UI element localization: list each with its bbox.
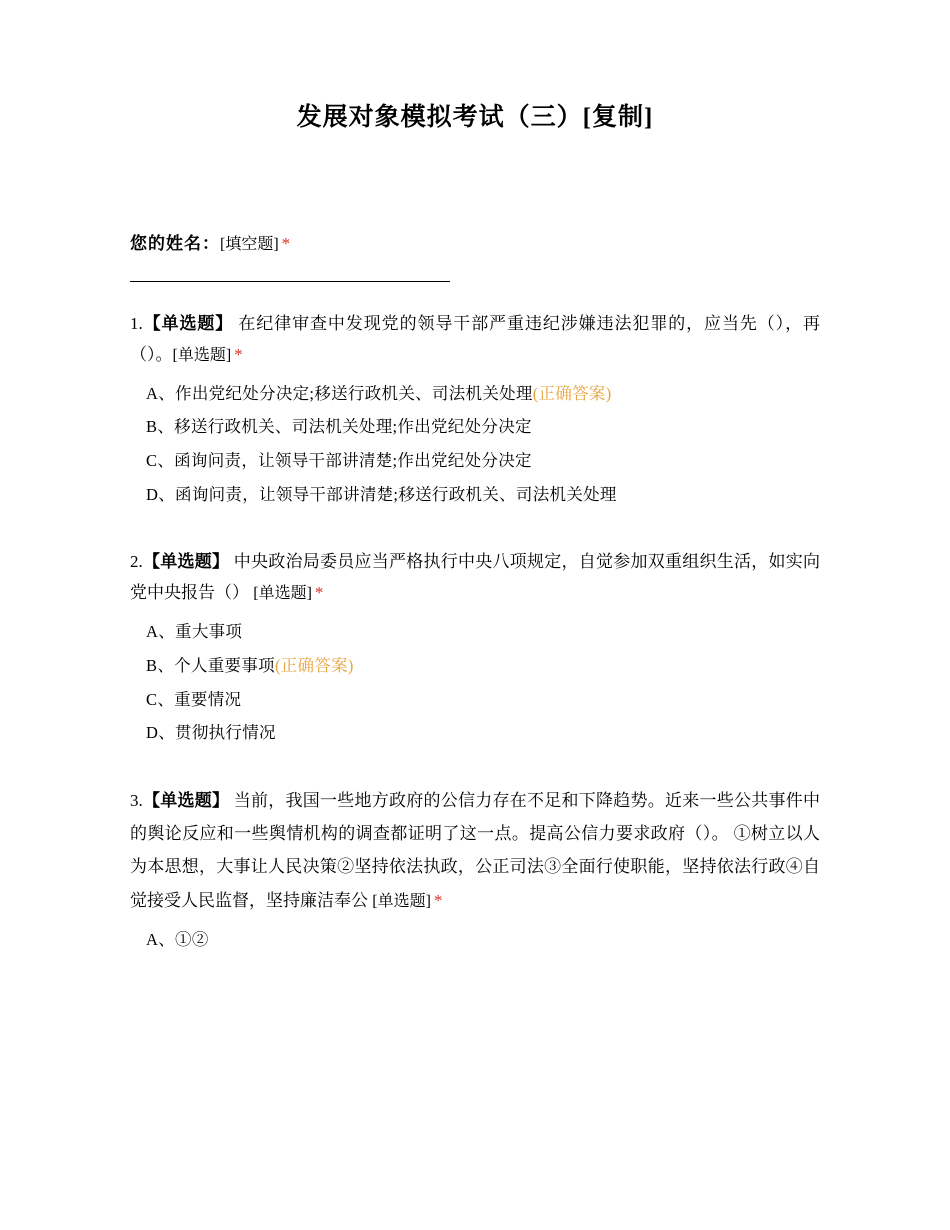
question-1-type-prefix: 【单选题】 — [142, 313, 234, 333]
question-1-body: 在纪律审查中发现党的领导干部严重违纪涉嫌违法犯罪的，应当先（），再（）。 — [130, 313, 821, 365]
question-3-body: 当前，我国一些地方政府的公信力存在不足和下降趋势。近来一些公共事件中的舆论反应和一些舆情机构的调查都证明了这一点。提高公信力要求政府（）。 ①树立以人为本思想，大事让人民决策②坚持依法执政，公正司法③全面行使职能，坚持依法行政④自觉接受人民监督，坚持廉洁奉公 — [130, 791, 820, 910]
question-3-type-prefix: 【单选题】 — [142, 791, 230, 811]
question-2-type-tag: [单选题] — [253, 585, 312, 603]
option-2d-letter: D — [146, 723, 159, 743]
option-1c[interactable]: C、函询问责，让领导干部讲清楚;作出党纪处分决定 — [146, 451, 532, 471]
option-2b-correct-tag: (正确答案) — [274, 655, 354, 675]
question-1-number: 1. — [130, 313, 143, 333]
question-2-type-prefix: 【单选题】 — [142, 551, 230, 571]
option-3a[interactable]: A、①② — [146, 929, 209, 949]
option-2c-text: 重要情况 — [174, 689, 242, 709]
option-1a[interactable]: A、作出党纪处分决定;移送行政机关、司法机关处理(正确答案) — [146, 383, 612, 403]
option-1c-text: 函询问责，让领导干部讲清楚;作出党纪处分决定 — [174, 451, 532, 471]
option-3a-letter: A — [146, 929, 159, 949]
option-2a-letter: A — [146, 621, 159, 641]
option-2b-letter: B — [146, 655, 158, 675]
title-copy-tag: [复制] — [582, 104, 654, 131]
option-1a-text: 作出党纪处分决定;移送行政机关、司法机关处理 — [175, 383, 533, 403]
option-2b-text: 个人重要事项 — [174, 655, 275, 675]
option-3a-text: ①② — [175, 929, 209, 949]
question-1 — [130, 308, 820, 512]
option-1d-letter: D — [146, 485, 159, 505]
question-2-body: 中央政治局委员应当严格执行中央八项规定，自觉参加双重组织生活，如实向党中央报告（） — [130, 551, 820, 603]
option-1d[interactable]: D、函询问责，让领导干部讲清楚;移送行政机关、司法机关处理 — [146, 485, 617, 505]
option-1b-letter: B — [146, 417, 158, 437]
question-1-text — [130, 308, 820, 371]
question-2-text — [130, 546, 820, 609]
page-title — [130, 0, 820, 135]
question-2-number: 2. — [130, 551, 143, 571]
title-text: 发展对象模拟考试（三） — [296, 104, 583, 131]
question-2-options — [130, 615, 820, 750]
option-2d-text: 贯彻执行情况 — [175, 723, 276, 743]
question-3 — [130, 784, 820, 956]
option-1a-letter: A — [146, 383, 159, 403]
option-1b-text: 移送行政机关、司法机关处理;作出党纪处分决定 — [174, 417, 532, 437]
option-2c[interactable]: C、重要情况 — [146, 689, 242, 709]
option-1d-text: 函询问责，让领导干部讲清楚;移送行政机关、司法机关处理 — [175, 485, 617, 505]
question-3-required-mark: * — [433, 890, 443, 910]
question-2-required-mark: * — [314, 583, 324, 603]
option-2a-text: 重大事项 — [175, 621, 243, 641]
name-field-block — [130, 230, 820, 282]
question-1-type-tag: [单选题] — [172, 347, 232, 365]
name-input-line[interactable] — [130, 280, 450, 282]
option-2b[interactable]: B、个人重要事项(正确答案) — [146, 655, 354, 675]
option-1b[interactable]: B、移送行政机关、司法机关处理;作出党纪处分决定 — [146, 417, 532, 437]
name-field-required-mark: * — [281, 234, 291, 253]
question-2 — [130, 546, 820, 750]
option-2c-letter: C — [146, 689, 158, 709]
name-field-label: 您的姓名： — [130, 234, 220, 253]
question-3-text — [130, 784, 820, 917]
question-3-type-tag: [单选题] — [372, 892, 431, 910]
question-3-number: 3. — [130, 791, 143, 811]
option-2d[interactable]: D、贯彻执行情况 — [146, 723, 276, 743]
option-2a[interactable]: A、重大事项 — [146, 621, 243, 641]
question-1-options — [130, 377, 820, 512]
question-3-options — [130, 923, 820, 957]
question-1-required-mark: * — [234, 345, 243, 365]
name-field-type-tag: [填空题] — [220, 236, 279, 253]
option-1a-correct-tag: (正确答案) — [532, 383, 612, 403]
option-1c-letter: C — [146, 451, 158, 471]
